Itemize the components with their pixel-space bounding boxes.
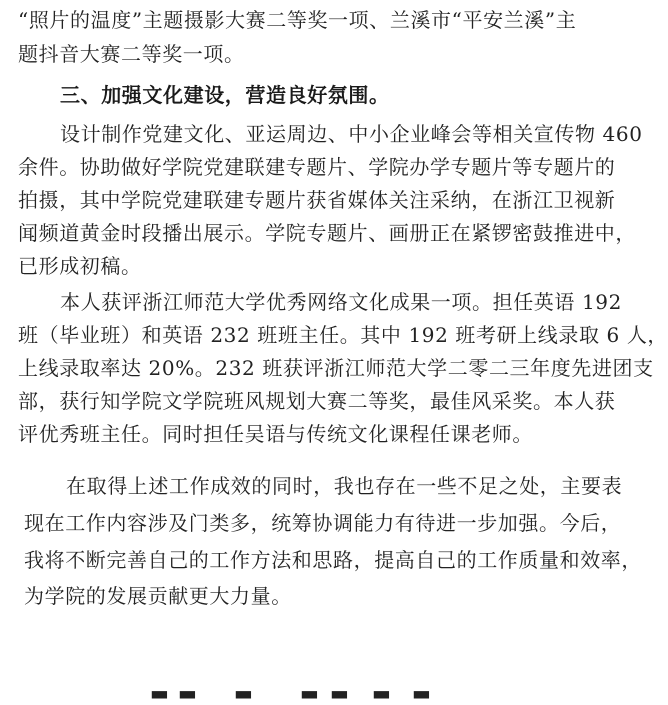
paragraph-line: 本人获评浙江师范大学优秀网络文化成果一项。担任英语 192 bbox=[60, 290, 622, 314]
paragraph-line: “照片的温度”主题摄影大赛二等奖一项、兰溪市“平安兰溪”主 bbox=[18, 8, 577, 32]
paragraph-line: 班（毕业班）和英语 232 班班主任。其中 192 班考研上线录取 6 人， bbox=[18, 323, 668, 347]
paragraph-line: 设计制作党建文化、亚运周边、中小企业峰会等相关宣传物 460 bbox=[60, 122, 643, 146]
paragraph-line: 为学院的发展贡献更大力量。 bbox=[24, 584, 292, 608]
paragraph-line: 闻频道黄金时段播出展示。学院专题片、画册正在紧锣密鼓推进中， bbox=[18, 221, 636, 245]
paragraph-line: 题抖音大赛二等奖一项。 bbox=[18, 42, 245, 66]
cropped-next-line: ▬ ▬ ▬ ▬ ▬ ▬ ▬ bbox=[150, 681, 431, 705]
paragraph-line: 在取得上述工作成效的同时，我也存在一些不足之处，主要表 bbox=[66, 474, 623, 498]
paragraph-line: 我将不断完善自己的工作方法和思路，提高自己的工作质量和效率， bbox=[24, 548, 642, 572]
paragraph-line: 已形成初稿。 bbox=[18, 254, 142, 278]
section-heading: 三、加强文化建设，营造良好氛围。 bbox=[60, 83, 390, 107]
paragraph-line: 拍摄，其中学院党建联建专题片获省媒体关注采纳，在浙江卫视新 bbox=[18, 188, 616, 212]
paragraph-line: 部，获行知学院文学院班风规划大赛二等奖，最佳风采奖。本人获 bbox=[18, 389, 616, 413]
paragraph-line: 上线录取率达 20%。232 班获评浙江师范大学二零二三年度先进团支 bbox=[18, 356, 654, 380]
paragraph-line: 评优秀班主任。同时担任吴语与传统文化课程任课老师。 bbox=[18, 422, 533, 446]
paragraph-line: 现在工作内容涉及门类多，统筹协调能力有待进一步加强。今后， bbox=[24, 511, 622, 535]
paragraph-line: 余件。协助做好学院党建联建专题片、学院办学专题片等专题片的 bbox=[18, 155, 616, 179]
